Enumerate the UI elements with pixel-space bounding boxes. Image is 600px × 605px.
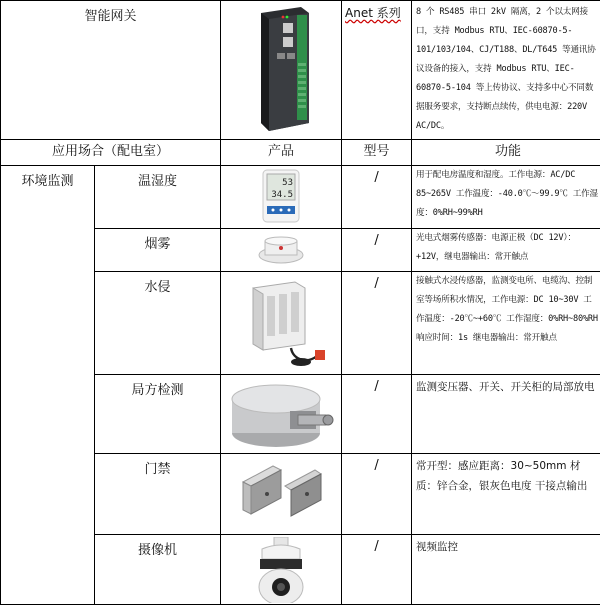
product-image-cell: [221, 535, 342, 605]
header-function: 功能: [412, 140, 600, 166]
function-cell: 光电式烟雾传感器：电源正极（DC 12V）：+12V，继电器输出：常开触点: [412, 229, 600, 272]
model-cell: /: [342, 272, 412, 375]
product-image-cell: [221, 229, 342, 272]
product-name-cell: 局方检测: [95, 375, 221, 454]
product-image-cell: [221, 375, 342, 454]
product-name-cell: 水侵: [95, 272, 221, 375]
gateway-series: Anet 系列: [345, 1, 411, 21]
partial-discharge-sensor-icon: [226, 377, 336, 451]
gateway-image-cell: [221, 1, 342, 140]
category-label: 环境监测: [1, 166, 94, 189]
gateway-series-cell: [342, 1, 412, 140]
camera-icon: [246, 537, 316, 603]
gateway-description-cell: [412, 1, 600, 140]
function-cell: 视频监控: [412, 535, 600, 605]
gateway-name: 智能网关: [1, 1, 220, 24]
product-image-cell: [221, 272, 342, 375]
product-image-cell: [221, 166, 342, 229]
function-cell: 接触式水浸传感器，监测变电所、电缆沟、控制室等场所积水情况，工作电源：DC 10~30V 工作温度：-20℃~+60℃ 工作湿度：0%RH~80%RH 响应时间：1s 继电器输出：常开触点: [412, 272, 600, 375]
display-top-value: 53: [282, 178, 293, 188]
function-cell: 用于配电房温度和湿度。工作电源：AC/DC 85~265V 工作温度：-40.0℃～99.9℃ 工作湿度：0%RH~99%RH: [412, 166, 600, 229]
water-sensor-icon: [231, 274, 331, 372]
door-sensor-icon: [239, 456, 323, 530]
function-cell: 监测变压器、开关、开关柜的局部放电: [412, 375, 600, 454]
model-cell: /: [342, 375, 412, 454]
thermo-hygrometer-icon: [249, 168, 313, 226]
header-scenario: 应用场合（配电室）: [1, 140, 221, 166]
model-cell: /: [342, 535, 412, 605]
category-cell: [1, 166, 95, 605]
gateway-description: 8 个 RS485 串口 2kV 隔离，2 个以太网接口，支持 Modbus RTU、IEC-60870-5-101/103/104、CJ/T188、DL/T645 等通讯协议设备的接入，支持 Modbus RTU、IEC-60870-5-104 等上传协议、支持多中心不同数据服务要求，支持断点续传，供电电源：220V AC/DC。: [416, 1, 600, 136]
header-model: 型号: [342, 140, 412, 166]
gateway-device-icon: [231, 3, 331, 135]
gateway-row: [1, 1, 600, 140]
model-cell: /: [342, 454, 412, 535]
model-cell: /: [342, 229, 412, 272]
gateway-name-cell: [1, 1, 221, 140]
header-product: 产品: [221, 140, 342, 166]
model-cell: /: [342, 166, 412, 229]
product-image-cell: [221, 454, 342, 535]
product-name-cell: 门禁: [95, 454, 221, 535]
display-bottom-value: 34.5: [271, 190, 293, 200]
column-header-row: [1, 140, 600, 166]
product-name-cell: 烟雾: [95, 229, 221, 272]
smoke-detector-icon: [251, 231, 311, 269]
product-name-cell: 摄像机: [95, 535, 221, 605]
table-row: [1, 166, 600, 229]
product-name-cell: 温湿度: [95, 166, 221, 229]
function-cell: 常开型：感应距离：30~50mm 材质：锌合金，银灰色电度 干接点输出: [412, 454, 600, 535]
